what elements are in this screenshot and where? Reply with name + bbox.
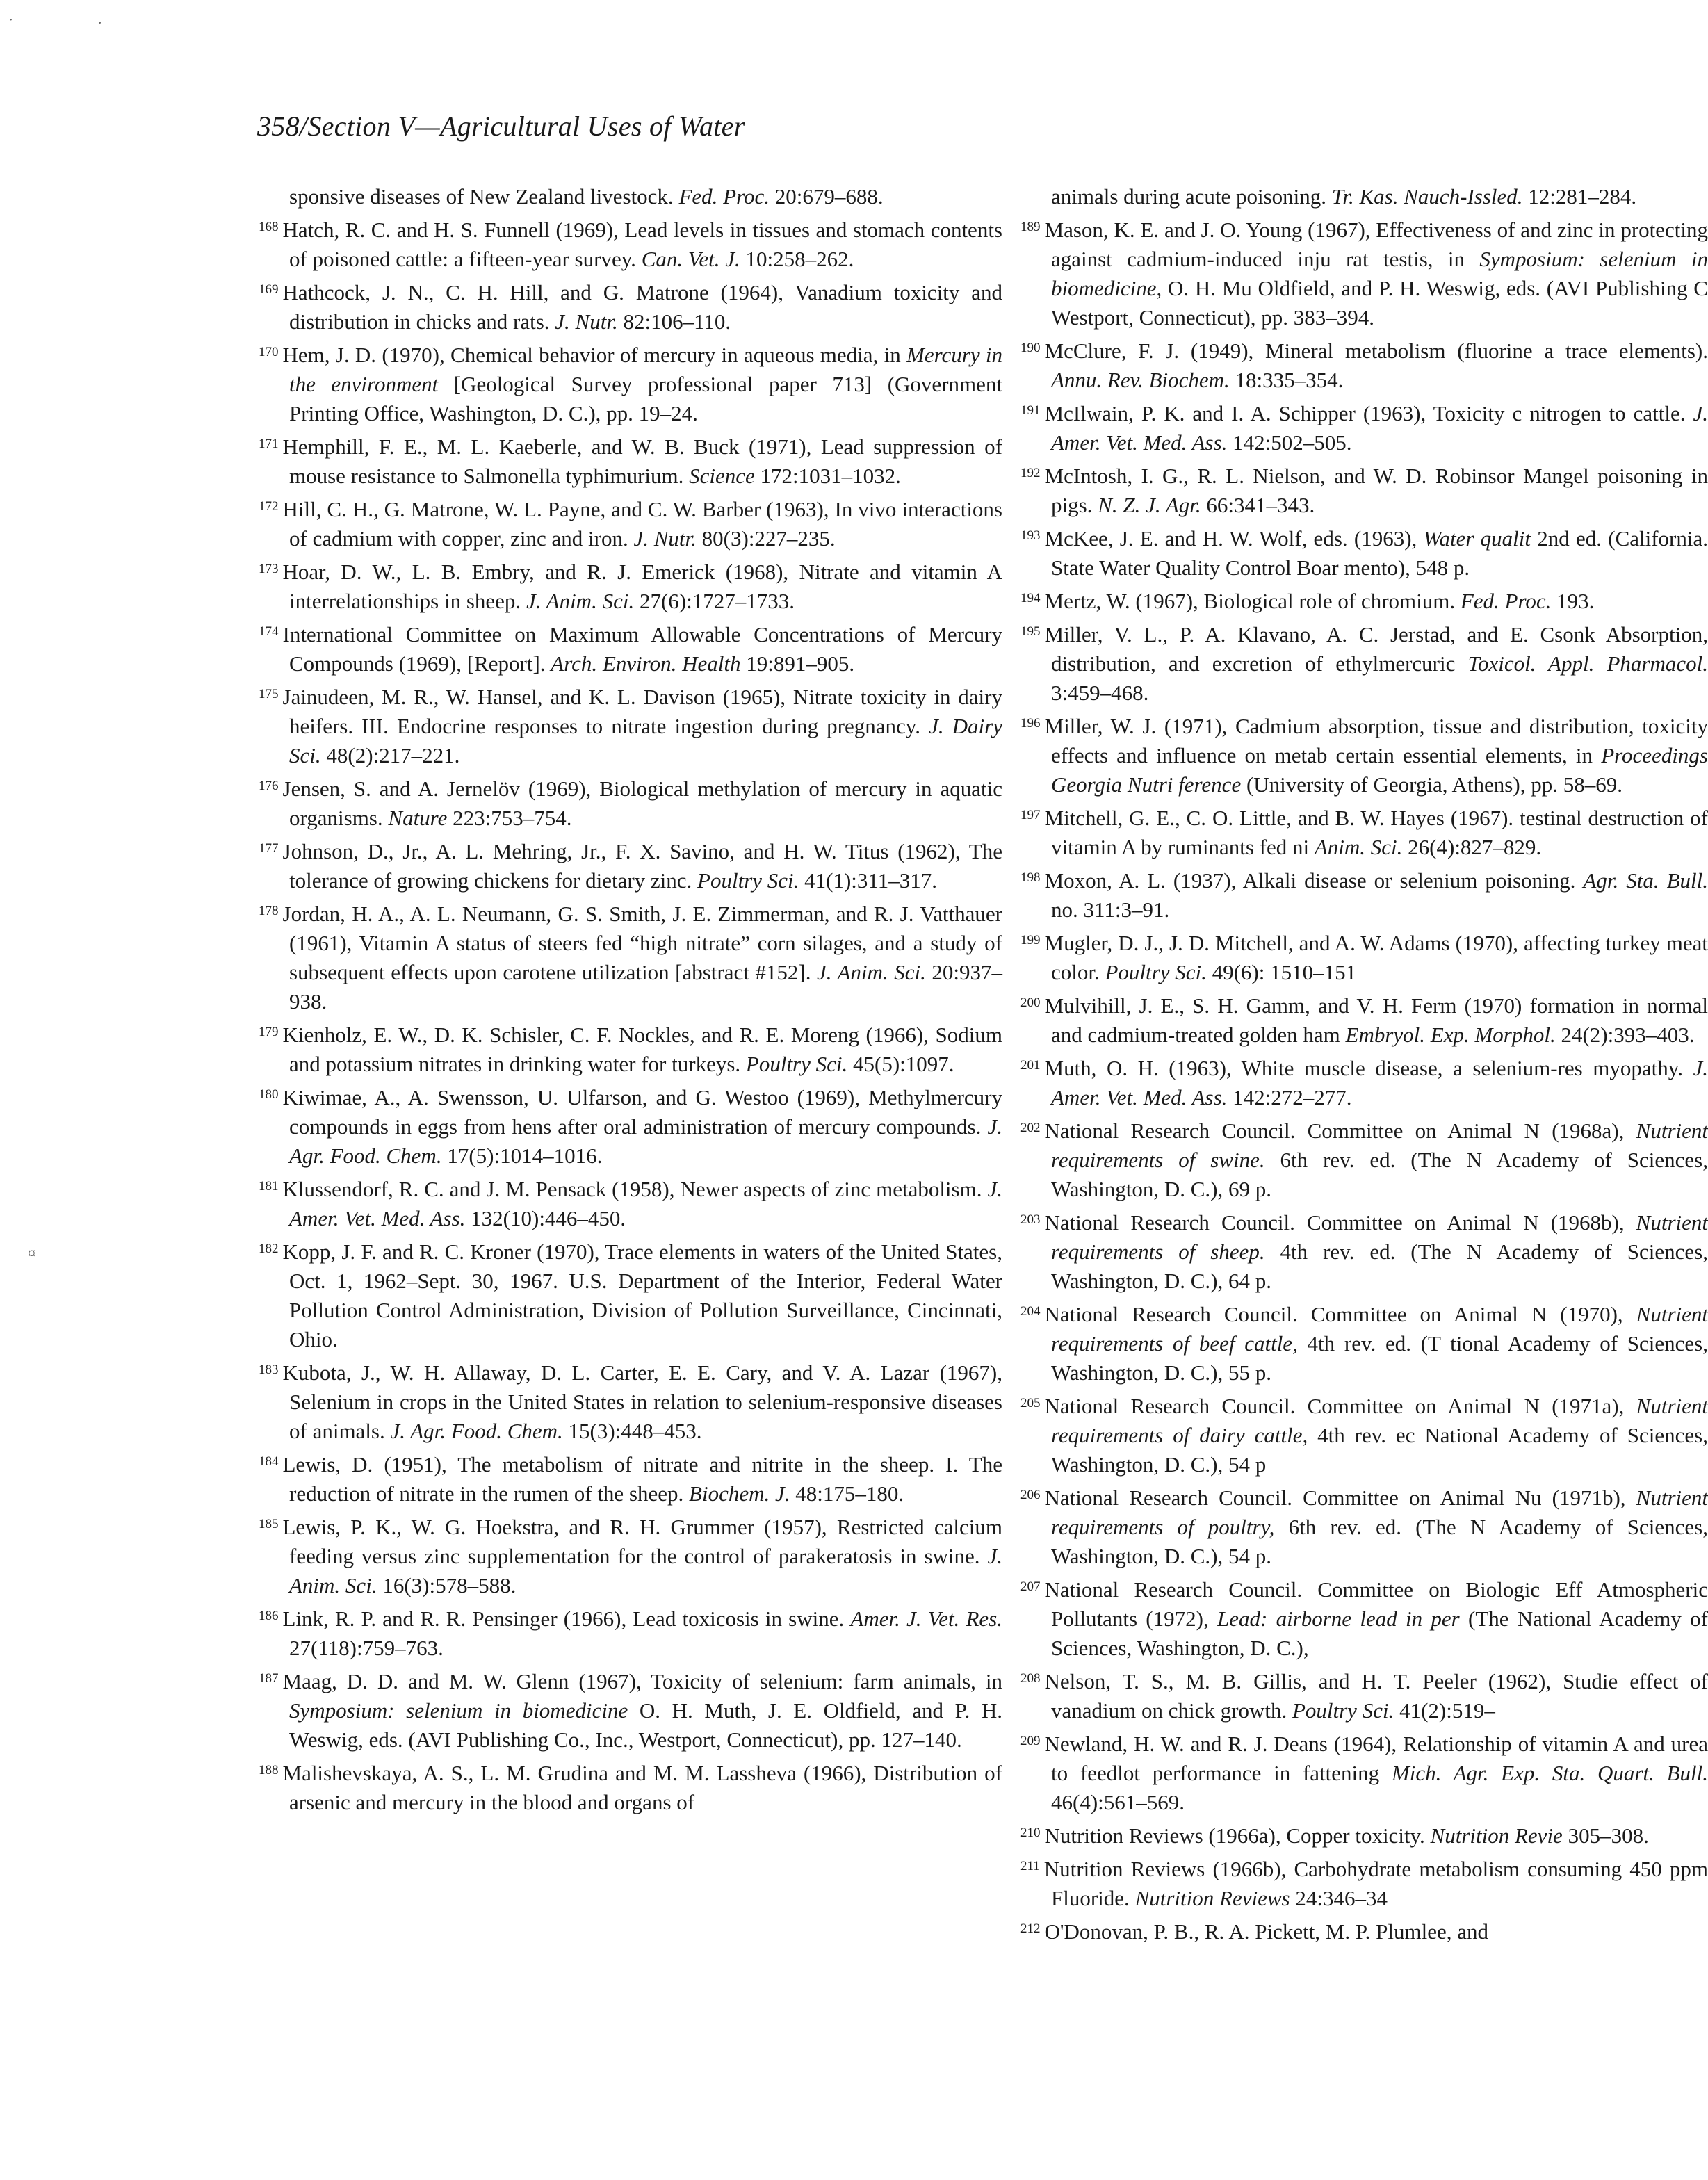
reference-tail: 66:341–343. xyxy=(1201,493,1315,517)
reference-number: 189 xyxy=(1020,220,1041,234)
reference-text: Lewis, P. K., W. G. Hoekstra, and R. H. Grummer (1957), Restricted calcium feeding versus zinc supplementation for the control of parakeratosis in swine. xyxy=(282,1515,1002,1568)
reference-entry xyxy=(259,430,1002,491)
reference-text: Johnson, D., Jr., A. L. Mehring, Jr., F. X. Savino, and H. W. Titus (1962), The tolerance of growing chickens for dietary zinc. xyxy=(282,839,1002,893)
reference-entry xyxy=(1020,459,1708,520)
reference-number: 184 xyxy=(259,1454,279,1469)
reference-tail: no. 311:3–91. xyxy=(1051,897,1170,922)
reference-text: Jordan, H. A., A. L. Neumann, G. S. Smith, J. E. Zimmerman, and R. J. Vatthauer (1961), Vitamin A status of steers fed “high nitrate” corn silages, and a study of subsequent effects upon carotene utilization [abstract #152]. xyxy=(282,902,1002,984)
reference-number: 202 xyxy=(1020,1121,1041,1135)
continued-reference xyxy=(259,182,1002,211)
reference-text: Mugler, D. J., J. D. Mitchell, and A. W. Adams (1970), affecting turkey meat color. xyxy=(1044,931,1708,984)
reference-number: 191 xyxy=(1020,403,1041,418)
reference-entry xyxy=(1020,396,1708,457)
reference-tail: 80(3):227–235. xyxy=(696,526,836,551)
reference-entry xyxy=(1020,1852,1708,1913)
reference-entry xyxy=(1020,584,1708,616)
reference-tail: 27(6):1727–1733. xyxy=(634,589,795,613)
reference-entry xyxy=(259,1235,1002,1354)
reference-number: 192 xyxy=(1020,466,1041,480)
journal-title: Proceedings Georgia Nutri ference xyxy=(1051,743,1708,797)
reference-number: 179 xyxy=(259,1025,279,1039)
reference-entry xyxy=(259,275,1002,336)
reference-tail: 20:679–688. xyxy=(770,184,884,209)
reference-text: Mitchell, G. E., C. O. Little, and B. W. Hayes (1967). testinal destruction of vitamin A by ruminants fed ni xyxy=(1044,806,1708,859)
reference-number: 178 xyxy=(259,904,279,918)
reference-tail: 4th rev. ec National Academy of Sciences, Washington, D. C.), 54 p xyxy=(1051,1423,1708,1477)
journal-title: Embryol. Exp. Morphol. xyxy=(1345,1023,1556,1047)
reference-entry xyxy=(259,1447,1002,1508)
journal-title: Biochem. J. xyxy=(689,1481,790,1506)
reference-number: 170 xyxy=(259,345,279,359)
reference-number: 181 xyxy=(259,1179,279,1194)
reference-entry xyxy=(259,772,1002,833)
journal-title: Fed. Proc. xyxy=(678,184,770,209)
reference-entry xyxy=(259,1664,1002,1755)
reference-entry xyxy=(1020,617,1708,708)
journal-title: J. Amer. Vet. Med. Ass. xyxy=(1051,1056,1708,1109)
journal-title: J. Nutr. xyxy=(555,309,618,334)
reference-number: 197 xyxy=(1020,808,1041,822)
journal-title: J. Anim. Sci. xyxy=(526,589,635,613)
reference-entry xyxy=(1020,709,1708,799)
reference-entry xyxy=(1020,1205,1708,1296)
reference-tail: 6th rev. ed. (The N Academy of Sciences, Washington, D. C.), 69 p. xyxy=(1051,1148,1708,1201)
journal-title: Nutrition Reviews xyxy=(1134,1886,1290,1910)
journal-title: Amer. J. Vet. Res. xyxy=(850,1606,1002,1631)
reference-tail: 223:753–754. xyxy=(447,806,572,830)
reference-number: 200 xyxy=(1020,995,1041,1010)
reference-text: Muth, O. H. (1963), White muscle disease, a selenium-res myopathy. xyxy=(1044,1056,1693,1080)
reference-number: 190 xyxy=(1020,341,1041,355)
journal-title: Nutrient requirements of swine. xyxy=(1051,1119,1708,1172)
reference-entry xyxy=(1020,213,1708,332)
reference-number: 186 xyxy=(259,1609,279,1623)
reference-number: 177 xyxy=(259,841,279,856)
journal-title: Lead: airborne lead in per xyxy=(1217,1606,1460,1631)
reference-tail: 41(2):519– xyxy=(1394,1698,1495,1723)
reference-entry xyxy=(259,555,1002,616)
reference-text: Hatch, R. C. and H. S. Funnell (1969), Lead levels in tissues and stomach contents of poisoned cattle: a fifteen-year survey. xyxy=(282,218,1002,271)
journal-title: Poultry Sci. xyxy=(1292,1698,1394,1723)
journal-title: Mich. Agr. Exp. Sta. Quart. Bull. xyxy=(1391,1761,1708,1785)
reference-tail: 24:346–34 xyxy=(1290,1886,1388,1910)
reference-text: O'Donovan, P. B., R. A. Pickett, M. P. Plumlee, and xyxy=(1044,1919,1489,1944)
reference-tail: 12:281–284. xyxy=(1522,184,1637,209)
journal-title: Poultry Sci. xyxy=(1105,960,1207,984)
reference-number: 175 xyxy=(259,687,279,701)
reference-number: 169 xyxy=(259,282,279,297)
reference-tail: [Geological Survey professional paper 713] (Government Printing Office, Washington, D. C.), pp. 19–24. xyxy=(289,372,1002,425)
reference-entry xyxy=(1020,521,1708,583)
reference-text: Kopp, J. F. and R. C. Kroner (1970), Trace elements in waters of the United States, Oct. 1, 1962–Sept. 30, 1967. U.S. Department of the Interior, Federal Water Pollution Control Administration, Division of Pollution Surveillance, Cincinnati, Ohio. xyxy=(282,1239,1002,1351)
reference-number: 173 xyxy=(259,562,279,576)
left-column xyxy=(259,182,1002,1819)
reference-entry xyxy=(259,1602,1002,1663)
reference-number: 194 xyxy=(1020,591,1041,605)
reference-text: sponsive diseases of New Zealand livestock. xyxy=(289,184,679,209)
continued-reference xyxy=(1020,182,1708,211)
journal-title: J. Dairy Sci. xyxy=(289,714,1002,767)
journal-title: J. Agr. Food. Chem. xyxy=(390,1419,563,1443)
journal-title: Annu. Rev. Biochem. xyxy=(1051,368,1230,392)
reference-tail: 4th rev. ed. (T tional Academy of Sciences, Washington, D. C.), 55 p. xyxy=(1051,1331,1708,1385)
reference-entry xyxy=(1020,1481,1708,1571)
reference-tail: 2nd ed. (California. State Water Quality Control Boar mento), 548 p. xyxy=(1051,526,1708,580)
reference-entry xyxy=(1020,1389,1708,1479)
reference-tail: 48:175–180. xyxy=(790,1481,904,1506)
reference-text: Link, R. P. and R. R. Pensinger (1966), Lead toxicosis in swine. xyxy=(282,1606,851,1631)
reference-tail: 16(3):578–588. xyxy=(377,1573,517,1597)
reference-number: 183 xyxy=(259,1362,279,1377)
reference-text: Moxon, A. L. (1937), Alkali disease or selenium poisoning. xyxy=(1044,868,1584,893)
reference-text: McKee, J. E. and H. W. Wolf, eds. (1963), xyxy=(1044,526,1424,551)
reference-text: Hill, C. H., G. Matrone, W. L. Payne, and C. W. Barber (1963), In vivo interactions of cadmium with copper, zinc and iron. xyxy=(282,497,1002,551)
reference-number: 187 xyxy=(259,1671,279,1686)
reference-text: McIntosh, I. G., R. L. Nielson, and W. D. Robinsor Mangel poisoning in pigs. xyxy=(1044,464,1708,517)
reference-text: Kienholz, E. W., D. K. Schisler, C. F. Nockles, and R. E. Moreng (1966), Sodium and potassium nitrates in drinking water for turkeys. xyxy=(282,1023,1002,1076)
reference-tail: 3:459–468. xyxy=(1051,681,1149,705)
reference-tail: 142:272–277. xyxy=(1227,1085,1352,1109)
reference-text: Newland, H. W. and R. J. Deans (1964), Relationship of vitamin A and urea to feedlot performance in fattening xyxy=(1044,1732,1708,1785)
journal-title: N. Z. J. Agr. xyxy=(1098,493,1201,517)
journal-title: Symposium: selenium in biomedicine xyxy=(1051,247,1708,300)
scan-speck: · xyxy=(97,14,103,31)
reference-text: Mason, K. E. and J. O. Young (1967), Effectiveness of and zinc in protecting against cadmium-induced inju rat testis, in xyxy=(1044,218,1708,271)
reference-text: National Research Council. Committee on Animal N (1971a), xyxy=(1044,1394,1636,1418)
reference-number: 210 xyxy=(1020,1825,1041,1840)
reference-number: 211 xyxy=(1020,1859,1040,1873)
reference-text: Nelson, T. S., M. B. Gillis, and H. T. Peeler (1962), Studie effect of vanadium on chick growth. xyxy=(1044,1669,1708,1723)
reference-entry xyxy=(259,1172,1002,1233)
journal-title: Nutrient requirements of poultry, xyxy=(1051,1486,1708,1539)
reference-number: 168 xyxy=(259,220,279,234)
journal-title: J. Anim. Sci. xyxy=(817,960,926,984)
reference-entry xyxy=(1020,1819,1708,1850)
journal-title: J. Amer. Vet. Med. Ass. xyxy=(289,1177,1002,1230)
reference-text: National Research Council. Committee on Animal Nu (1971b), xyxy=(1044,1486,1636,1510)
reference-text: McClure, F. J. (1949), Mineral metabolism (fluorine a trace elements). xyxy=(1044,339,1708,363)
reference-entry xyxy=(1020,334,1708,395)
reference-entry xyxy=(1020,863,1708,925)
reference-text: Nutrition Reviews (1966a), Copper toxicity. xyxy=(1044,1823,1431,1848)
reference-tail: 6th rev. ed. (The N Academy of Sciences, Washington, D. C.), 54 p. xyxy=(1051,1515,1708,1568)
reference-text: International Committee on Maximum Allowable Concentrations of Mercury Compounds (1969), [Report]. xyxy=(282,622,1002,676)
journal-title: Nutrient requirements of beef cattle, xyxy=(1051,1302,1708,1356)
reference-entry xyxy=(259,897,1002,1016)
reference-number: 196 xyxy=(1020,716,1041,731)
reference-number: 204 xyxy=(1020,1304,1041,1319)
journal-title: Nutrient requirements of dairy cattle, xyxy=(1051,1394,1708,1447)
reference-number: 205 xyxy=(1020,1396,1041,1410)
reference-entry xyxy=(259,1080,1002,1171)
reference-tail: 41(1):311–317. xyxy=(799,868,938,893)
reference-text: Kiwimae, A., A. Swensson, U. Ulfarson, and G. Westoo (1969), Methylmercury compounds in eggs from hens after oral administration of mercury compounds. xyxy=(282,1085,1002,1139)
reference-text: Miller, W. J. (1971), Cadmium absorption, tissue and distribution, toxicity effects and influence on metab certain essential elements, in xyxy=(1044,714,1708,767)
reference-number: 195 xyxy=(1020,624,1041,639)
journal-title: Science xyxy=(689,464,755,488)
reference-entry xyxy=(1020,926,1708,987)
reference-text: National Research Council. Committee on Biologic Eff Atmospheric Pollutants (1972), xyxy=(1044,1577,1708,1631)
reference-text: Nutrition Reviews (1966b), Carbohydrate metabolism consuming 450 ppm Fluoride. xyxy=(1043,1857,1708,1910)
journal-title: J. Agr. Food. Chem. xyxy=(289,1114,1002,1168)
journal-title: Poultry Sci. xyxy=(697,868,799,893)
reference-text: Lewis, D. (1951), The metabolism of nitrate and nitrite in the sheep. I. The reduction of nitrate in the rumen of the sheep. xyxy=(282,1452,1002,1506)
reference-number: 199 xyxy=(1020,933,1041,947)
reference-tail: 82:106–110. xyxy=(617,309,731,334)
reference-number: 208 xyxy=(1020,1671,1041,1686)
reference-tail: 10:258–262. xyxy=(740,247,854,271)
reference-tail: 305–308. xyxy=(1562,1823,1649,1848)
reference-entry xyxy=(259,834,1002,895)
reference-entry xyxy=(259,492,1002,553)
reference-tail: 172:1031–1032. xyxy=(754,464,901,488)
reference-entry xyxy=(259,1018,1002,1079)
reference-entry xyxy=(259,213,1002,274)
journal-title: Mercury in the environment xyxy=(289,343,1002,396)
reference-number: 188 xyxy=(259,1763,279,1778)
reference-tail: 193. xyxy=(1551,589,1595,613)
reference-entry xyxy=(1020,1114,1708,1204)
reference-tail: 45(5):1097. xyxy=(847,1052,954,1076)
reference-text: Mertz, W. (1967), Biological role of chromium. xyxy=(1044,589,1461,613)
reference-tail: O. H. Muth, J. E. Oldfield, and P. H. Weswig, eds. (AVI Publishing Co., Inc., Westport, Connecticut), pp. 127–140. xyxy=(289,1698,1002,1752)
reference-entry xyxy=(1020,1297,1708,1388)
reference-text: Hoar, D. W., L. B. Embry, and R. J. Emerick (1968), Nitrate and vitamin A interrelationships in sheep. xyxy=(282,560,1002,613)
reference-text: National Research Council. Committee on Animal N (1970), xyxy=(1044,1302,1636,1326)
reference-number: 176 xyxy=(259,779,279,793)
right-column xyxy=(1020,182,1708,1948)
reference-tail: 132(10):446–450. xyxy=(465,1206,626,1230)
journal-title: Nutrition Revie xyxy=(1430,1823,1563,1848)
reference-text: National Research Council. Committee on Animal N (1968b), xyxy=(1044,1210,1636,1235)
reference-text: Klussendorf, R. C. and J. M. Pensack (1958), Newer aspects of zinc metabolism. xyxy=(282,1177,988,1201)
journal-title: Can. Vet. J. xyxy=(641,247,740,271)
reference-tail: 142:502–505. xyxy=(1227,430,1352,455)
reference-number: 182 xyxy=(259,1242,279,1256)
reference-text: National Research Council. Committee on Animal N (1968a), xyxy=(1044,1119,1636,1143)
reference-text: Malishevskaya, A. S., L. M. Grudina and M. M. Lassheva (1966), Distribution of arsenic and mercury in the blood and organs of xyxy=(282,1761,1002,1814)
reference-entry xyxy=(259,680,1002,770)
journal-title: Toxicol. Appl. Pharmacol. xyxy=(1467,651,1708,676)
journal-title: J. Nutr. xyxy=(633,526,697,551)
journal-title: Fed. Proc. xyxy=(1460,589,1552,613)
reference-text: Hathcock, J. N., C. H. Hill, and G. Matrone (1964), Vanadium toxicity and distribution in chicks and rats. xyxy=(282,280,1002,334)
reference-text: Jensen, S. and A. Jernelöv (1969), Biological methylation of mercury in aquatic organisms. xyxy=(282,776,1002,830)
reference-entry xyxy=(259,1356,1002,1446)
reference-text: Mulvihill, J. E., S. H. Gamm, and V. H. Ferm (1970) formation in normal and cadmium-treated golden ham xyxy=(1044,993,1708,1047)
reference-entry xyxy=(259,617,1002,678)
reference-entry xyxy=(1020,1572,1708,1663)
journal-title: Agr. Sta. Bull. xyxy=(1583,868,1708,893)
reference-number: 207 xyxy=(1020,1579,1041,1594)
reference-entry xyxy=(259,1510,1002,1600)
reference-tail: 15(3):448–453. xyxy=(562,1419,702,1443)
reference-text: Jainudeen, M. R., W. Hansel, and K. L. Davison (1965), Nitrate toxicity in dairy heifers. III. Endocrine responses to nitrate ingestion during pregnancy. xyxy=(282,685,1002,738)
reference-number: 185 xyxy=(259,1517,279,1531)
journal-title: Water qualit xyxy=(1423,526,1531,551)
scan-speck: ¤ xyxy=(28,1244,35,1262)
journal-title: Nature xyxy=(388,806,448,830)
reference-text: Miller, V. L., P. A. Klavano, A. C. Jerstad, and E. Csonk Absorption, distribution, and excretion of ethylmercuric xyxy=(1044,622,1708,676)
journal-title: Anim. Sci. xyxy=(1314,835,1403,859)
reference-tail: 48(2):217–221. xyxy=(320,743,460,767)
reference-entry xyxy=(259,338,1002,428)
reference-number: 172 xyxy=(259,499,279,514)
reference-tail: 49(6): 1510–151 xyxy=(1206,960,1357,984)
journal-title: J. Anim. Sci. xyxy=(289,1544,1002,1597)
scan-speck: ˙ xyxy=(8,15,14,33)
reference-entry xyxy=(1020,1051,1708,1112)
reference-tail: 24(2):393–403. xyxy=(1555,1023,1695,1047)
reference-entry xyxy=(259,1756,1002,1817)
journal-title: Arch. Environ. Health xyxy=(551,651,741,676)
journal-title: Tr. Kas. Nauch-Issled. xyxy=(1331,184,1523,209)
reference-number: 212 xyxy=(1020,1921,1041,1936)
reference-tail: , O. H. Mu Oldfield, and P. H. Weswig, eds. (AVI Publishing C Westport, Connecticut), pp. 383–394. xyxy=(1051,276,1708,330)
reference-entry xyxy=(1020,1664,1708,1725)
reference-entry xyxy=(1020,989,1708,1050)
reference-text: animals during acute poisoning. xyxy=(1051,184,1332,209)
reference-number: 180 xyxy=(259,1087,279,1102)
reference-tail: 20:937–938. xyxy=(289,960,1002,1014)
reference-text: Maag, D. D. and M. W. Glenn (1967), Toxicity of selenium: farm animals, in xyxy=(282,1669,1002,1693)
reference-tail: 46(4):561–569. xyxy=(1051,1790,1185,1814)
reference-tail: 18:335–354. xyxy=(1229,368,1344,392)
reference-number: 203 xyxy=(1020,1212,1041,1227)
reference-entry xyxy=(1020,1727,1708,1817)
reference-tail: 4th rev. ed. (The N Academy of Sciences, Washington, D. C.), 64 p. xyxy=(1051,1239,1708,1293)
reference-number: 174 xyxy=(259,624,279,639)
journal-title: Symposium: selenium in biomedicine xyxy=(289,1698,628,1723)
reference-entry xyxy=(1020,801,1708,862)
reference-entry xyxy=(1020,1914,1708,1946)
reference-number: 193 xyxy=(1020,528,1041,543)
reference-text: Hemphill, F. E., M. L. Kaeberle, and W. B. Buck (1971), Lead suppression of mouse resistance to Salmonella typhimurium. xyxy=(282,434,1002,488)
reference-tail: (University of Georgia, Athens), pp. 58–69. xyxy=(1241,772,1622,797)
journal-title: J. Amer. Vet. Med. Ass. xyxy=(1051,401,1708,455)
reference-number: 171 xyxy=(259,437,279,451)
journal-title: Poultry Sci. xyxy=(745,1052,848,1076)
reference-text: Hem, J. D. (1970), Chemical behavior of mercury in aqueous media, in xyxy=(282,343,906,367)
reference-tail: 17(5):1014–1016. xyxy=(441,1144,603,1168)
reference-number: 206 xyxy=(1020,1488,1041,1502)
reference-tail: 19:891–905. xyxy=(740,651,855,676)
reference-text: Kubota, J., W. H. Allaway, D. L. Carter, E. E. Cary, and V. A. Lazar (1967), Selenium in crops in the United States in relation to selenium-responsive diseases of animals. xyxy=(282,1360,1002,1443)
reference-tail: 26(4):827–829. xyxy=(1402,835,1542,859)
journal-title: Nutrient requirements of sheep. xyxy=(1051,1210,1708,1264)
reference-tail: (The National Academy of Sciences, Washington, D. C.), xyxy=(1051,1606,1708,1660)
reference-text: McIlwain, P. K. and I. A. Schipper (1963), Toxicity c nitrogen to cattle. xyxy=(1044,401,1693,425)
reference-number: 201 xyxy=(1020,1058,1041,1073)
reference-number: 198 xyxy=(1020,870,1041,885)
reference-number: 209 xyxy=(1020,1734,1041,1748)
reference-tail: 27(118):759–763. xyxy=(289,1636,444,1660)
page-header: 358/Section V—Agricultural Uses of Water xyxy=(257,111,745,142)
